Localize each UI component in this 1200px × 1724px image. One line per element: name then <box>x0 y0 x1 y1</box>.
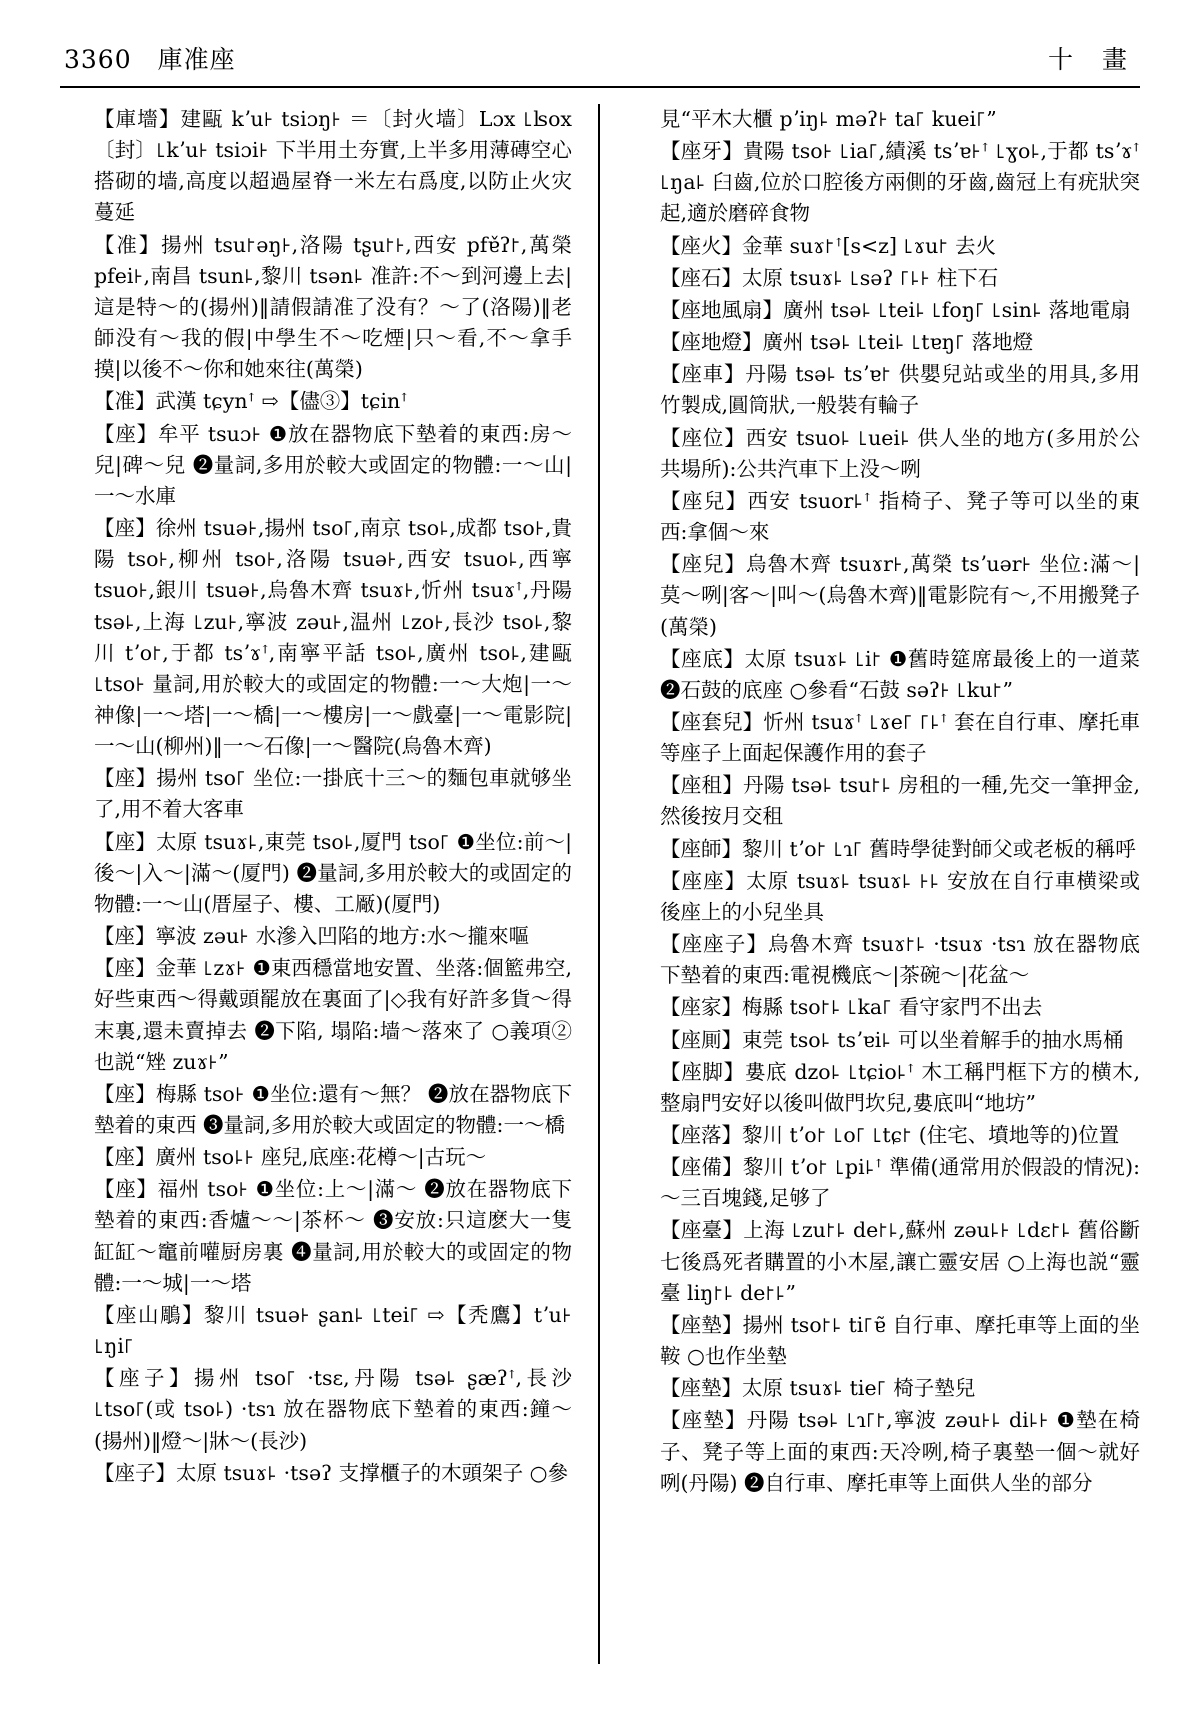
dictionary-entry: 【座兒】烏魯木齊 tsuɤr꜔,萬榮 tsʼuər꜔ 坐位:滿～|莫～咧|客～|叫～(烏魯木齊)‖電影院有～,不用搬凳子(萬榮) <box>660 552 1140 639</box>
dictionary-entry: 【座臺】上海 ꜖zu꜓꜕ de꜓꜕,蘇州 zəu꜕꜔ ꜖dɛ꜓꜕ 舊俗斷七後爲死者購置的小木屋,讓亡靈安居 ○上海也説“靈臺 liŋ꜓꜕ de꜓꜕” <box>660 1218 1140 1305</box>
dictionary-entry: 【座地燈】廣州 tsə꜕ ꜖tei꜕ ꜖tɐŋ꜒ 落地燈 <box>660 330 1034 355</box>
dictionary-entry: 【座】金華 ꜖zɤ꜔ ❶東西穩當地安置、坐落:個籃弗空,好些東西～得戴頭罷放在裏面了|◇我有好許多貨～得末裏,還未賣掉去 ❷下陷, 塌陷:墙～落來了 ○義項②也説“矬 zuɤ꜔” <box>94 956 572 1074</box>
running-head-stroke-number: 十 <box>1047 45 1074 74</box>
dictionary-entry: 【座】揚州 tso꜒ 坐位:一掛㡳十三～的麵包車就够坐了,用不着大客車 <box>94 766 572 822</box>
dictionary-entry: 【座脚】婁底 dzo꜕ ꜖tɕio꜕ꜛ 木工稱門框下方的横木,整扇門安好以後叫做門坎兒,婁底叫“地坊” <box>660 1059 1140 1115</box>
dictionary-entry: 【座地風扇】廣州 tsə꜕ ꜖tei꜕ ꜖foŋ꜒ ꜖sin꜕ 落地電扇 <box>660 297 1131 322</box>
dictionary-entry: 【座】徐州 tsuə꜔,揚州 tso꜒,南京 tso꜕,成都 tso꜔,貴陽 tso꜔,柳州 tso꜔,洛陽 tsuə꜔,西安 tsuo꜕,西寧 tsuo꜔,銀川 tsuə꜔,烏魯木齊 tsuɤ꜔,忻州 tsuɤꜛ,丹陽 tsə꜕,上海 ꜖zu꜔,寧波 zəu꜔,温州 ꜖zo꜔,長沙 tso꜕,黎川 tʼo꜓,于都 tsʼɤꜛ,南寧平話 tso꜕,廣州 tso꜕,建甌 ꜖tso꜔ 量詞,用於較大的或固定的物體:一～大炮|一～神像|一～塔|一～橋|一～樓房|一～戲臺|一～電影院|一～山(柳州)‖一～石像|一～醫院(烏魯木齊) <box>94 516 572 759</box>
two-column-body <box>60 104 1140 1664</box>
entry-continuation: 見“平木大櫃 pʼiŋ꜕ məʔ꜔ ta꜒ kuei꜒” <box>660 107 997 131</box>
dictionary-entry: 【座家】梅縣 tso꜓꜕ ꜖ka꜒ 看守家門不出去 <box>660 995 1043 1020</box>
dictionary-entry: 【座石】太原 tsuɤ꜕ ꜖səʔ ꜒꜕꜔ 柱下石 <box>660 265 999 290</box>
dictionary-entry: 【座子】太原 tsuɤ꜕ ·tsəʔ 支撑櫃子的木頭架子 ○參 <box>94 1460 568 1485</box>
dictionary-entry: 【座落】黎川 tʼo꜓ ꜖o꜒ ꜖tɕ꜓ (住宅、墳地等的)位置 <box>660 1123 1120 1147</box>
dictionary-entry: 【准】武漢 tɕynꜛ ⇨【儘③】tɕinꜛ <box>94 389 408 414</box>
dictionary-entry: 【座底】太原 tsuɤ꜕ ꜖i꜓ ❶舊時筵席最後上的一道菜 ❷石鼓的底座 ○參看“石鼓 səʔ꜔ ꜖ku꜓” <box>660 646 1140 702</box>
page-header <box>60 40 1140 86</box>
dictionary-entry: 【座位】西安 tsuo꜕ ꜖uei꜕ 供人坐的地方(多用於公共場所):公共汽車下上没～咧 <box>660 425 1140 481</box>
dictionary-entry: 【座厠】東莞 tso꜕ tsʼɐi꜕ 可以坐着解手的抽水馬桶 <box>660 1027 1124 1052</box>
dictionary-entry: 【座子】揚州 tso꜒ ·tsɛ,丹陽 tsə꜕ ʂæʔꜛ,長沙 ꜖tso꜒(或 tso꜕) ·tsɿ 放在器物底下墊着的東西:鐘～(揚州)‖燈～|牀～(長沙) <box>94 1366 572 1453</box>
dictionary-entry: 【座牙】貴陽 tso꜔ ꜖ia꜒,績溪 tsʼɐ꜔ꜛ ꜖ɣo꜕,于都 tsʼɤꜛ ꜖ŋa꜕ 臼齒,位於口腔後方兩側的牙齒,齒冠上有疣狀突起,適於磨碎食物 <box>660 139 1140 226</box>
dictionary-entry: 【座車】丹陽 tsə꜕ tsʼɐ꜓ 供嬰兒站或坐的用具,多用竹製成,圓筒狀,一般裝有輪子 <box>660 362 1140 418</box>
page-number: 3360 <box>64 45 132 74</box>
dictionary-entry: 【座】太原 tsuɤ꜕,東莞 tso꜕,厦門 tso꜒ ❶坐位:前～|後～|入～|滿～(厦門) ❷量詞,多用於較大的或固定的物體:一～山(厝屋子、樓、工厰)(厦門) <box>94 829 572 916</box>
dictionary-entry: 【座】牟平 tsuɔ꜔ ❶放在器物底下墊着的東西:房～兒|碑～兒 ❷量詞,多用於較大或固定的物體:一～山|一～水庫 <box>94 421 572 508</box>
dictionary-entry: 【座山鵰】黎川 tsuə꜔ ʂan꜕ ꜖tei꜒ ⇨【秃鷹】tʼu꜔ ꜖ŋi꜒ <box>94 1302 572 1359</box>
dictionary-entry: 【座】寧波 zəu꜔ 水滲入凹陷的地方:水～攏來嘔 <box>94 924 530 949</box>
dictionary-entry: 【座】梅縣 tso꜔ ❶坐位:還有～無？ ❷放在器物底下墊着的東西 ❸量詞,多用於較大或固定的物體:一～橋 <box>94 1081 572 1137</box>
header-right <box>1048 40 1136 76</box>
dictionary-entry: 【座座子】烏魯木齊 tsuɤ꜓꜕ ·tsuɤ ·tsɿ 放在器物底下墊着的東西:電視機底～|茶碗～|花盆～ <box>660 932 1140 988</box>
dictionary-entry: 【座】福州 tso꜔ ❶坐位:上～|滿～ ❷放在器物底下墊着的東西:香爐～～|茶杯～ ❸安放:只這麽大一隻缸缸～竈前嚾厨房裏 ❹量詞,用於較大的或固定的物體:一～城|一～塔 <box>94 1177 572 1295</box>
dictionary-entry: 【庫墻】建甌 kʼu꜔ tsiɔŋ꜔ ＝〔封火墙〕Lɔx ꜖ʪox〔封〕꜖kʼu꜔ tsiɔi꜔ 下半用土夯實,上半多用薄磚空心搭砌的墙,高度以超過屋脊一米左右爲度,以防止火灾蔓延 <box>94 107 572 225</box>
header-left <box>64 40 236 76</box>
dictionary-entry: 【座租】丹陽 tsə꜕ tsu꜓꜕ 房租的一種,先交一筆押金,然後按月交租 <box>660 773 1140 829</box>
dictionary-entry: 【座師】黎川 tʼo꜓ ꜖ɿ꜒ 舊時學徒對師父或老板的稱呼 <box>660 836 1136 861</box>
left-column <box>60 104 600 1664</box>
dictionary-entry: 【座墊】丹陽 tsə꜕ ꜖ɿ꜒꜓,寧波 zəu꜔꜕ di꜕꜔ ❶墊在椅子、凳子等上面的東西:天冷咧,椅子裏墊一個～就好咧(丹陽) ❷自行車、摩托車等上面供人坐的部分 <box>660 1408 1140 1495</box>
dictionary-entry: 【座火】金華 suɤ꜓ꜛ[s<z] ꜖ɤu꜓ 去火 <box>660 233 996 258</box>
running-head-stroke-label: 畫 <box>1101 45 1128 74</box>
right-column <box>600 104 1140 1664</box>
dictionary-entry: 【座備】黎川 tʼo꜓ ꜖pi꜕ꜛ 準備(通常用於假設的情況):～三百塊錢,足够了 <box>660 1155 1140 1211</box>
dictionary-entry: 【座套兒】忻州 tsuɤꜛ ꜖ɤe꜒ ꜒꜕ꜛ 套在自行車、摩托車等座子上面起保護作用的套子 <box>660 709 1140 766</box>
dictionary-entry: 【准】揚州 tsu꜓əŋ꜔,洛陽 tʂu꜓꜔,西安 pfɐ̌ʔ꜓,萬榮 pfei꜔,南昌 tsun꜕,黎川 tsən꜕ 准許:不～到河邊上去|這是特～的(揚州)‖請假請准了没有？～了(洛陽)‖老師没有～我的假|中學生不～吃煙|只～看,不～拿手摸|以後不～你和她來往(萬榮) <box>94 232 572 382</box>
dictionary-entry: 【座兒】西安 tsuor꜕ꜛ 指椅子、凳子等可以坐的東西:拿個～來 <box>660 488 1140 545</box>
dictionary-entry: 【座墊】揚州 tso꜓꜕ ti꜒ɐ̃ 自行車、摩托車等上面的坐鞍 ○也作坐墊 <box>660 1312 1140 1369</box>
dictionary-entry: 【座座】太原 tsuɤ꜕ tsuɤ꜕ ꜔꜕ 安放在自行車横梁或後座上的小兒坐具 <box>660 868 1140 924</box>
dictionary-entry: 【座墊】太原 tsuɤ꜕ tie꜒ 椅子墊兒 <box>660 1376 976 1401</box>
header-rule <box>60 86 1140 88</box>
dictionary-entry: 【座】廣州 tso꜕꜔ 座兒,底座:花樽～|古玩～ <box>94 1145 487 1170</box>
running-head-left: 庫准座 <box>157 45 236 74</box>
